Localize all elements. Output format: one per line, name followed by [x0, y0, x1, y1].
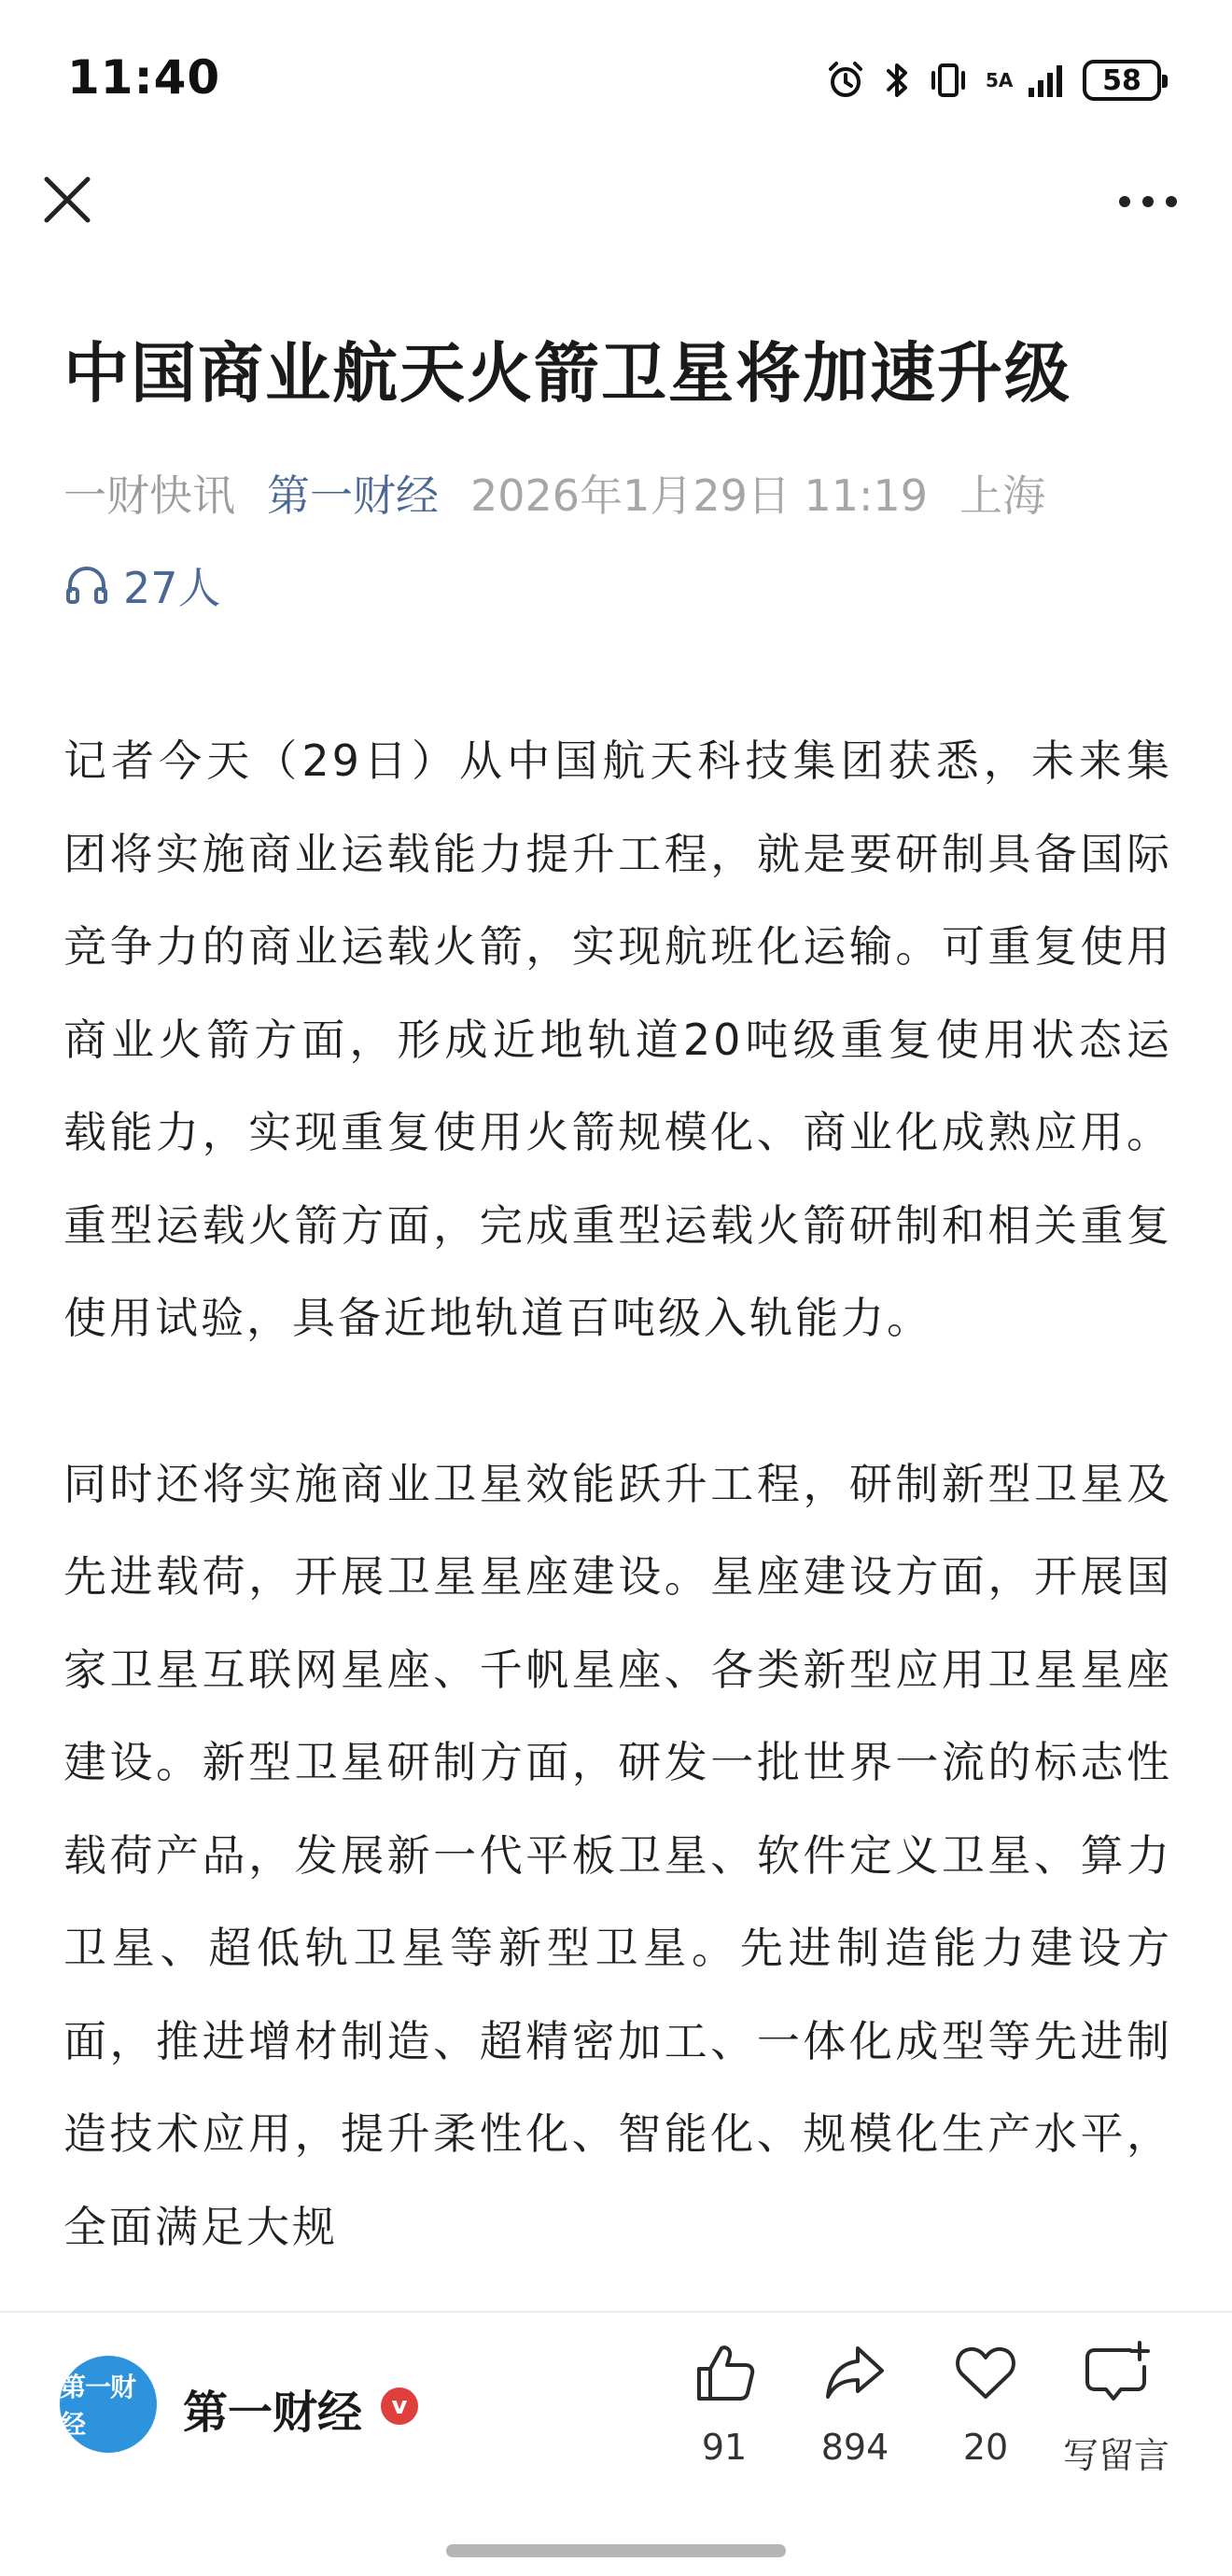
thumbs-up-icon [692, 2341, 757, 2406]
heart-icon [953, 2341, 1018, 2406]
author-name[interactable]: 第一财经 [183, 2387, 363, 2439]
article-date: 2026年1月29日 11:19 [470, 470, 929, 521]
bluetooth-icon [883, 60, 911, 101]
share-icon [822, 2341, 888, 2406]
like-button[interactable] [659, 2341, 790, 2468]
status-bar [0, 0, 1232, 159]
close-button[interactable] [37, 170, 97, 230]
verified-badge: v [381, 2387, 418, 2425]
author-avatar[interactable] [60, 2356, 157, 2453]
status-icons [825, 58, 1161, 103]
network-type: 5A [986, 69, 1014, 91]
article-source: 一财快讯 [63, 470, 235, 521]
more-icon [1118, 195, 1178, 208]
bottom-action-bar [0, 2311, 1232, 2576]
close-icon [43, 175, 91, 224]
listen-button[interactable] [65, 554, 221, 616]
article-channel-link[interactable]: 第一财经 [267, 470, 439, 521]
article-paragraph: 同时还将实施商业卫星效能跃升工程，研制新型卫星及先进载荷，开展卫星星座建设。星座建设方面，开展国家卫星互联网星座、千帆星座、各类新型应用卫星星座建设。新型卫星研制方面，研发一批世界一流的标志性载荷产品，发展新一代平板卫星、软件定义卫星、算力卫星、超低轨卫星等新型卫星。先进制造能力建设方面，推进增材制造、超精密加工、一体化成型等先进制造技术应用，提升柔性化、智能化、规模化生产水平，全面满足大规 [63, 1458, 1172, 2252]
author-avatar-text: 第一财经 [60, 2372, 136, 2440]
favorite-button[interactable] [920, 2341, 1051, 2468]
listener-count: 27人 [123, 563, 221, 613]
battery-indicator [1083, 60, 1161, 101]
comment-button[interactable] [1051, 2341, 1182, 2478]
home-indicator[interactable] [446, 2544, 786, 2557]
favorite-count: 20 [962, 2427, 1009, 2468]
comment-add-icon [1082, 2341, 1151, 2406]
share-button[interactable] [790, 2341, 920, 2468]
comment-label: 写留言 [1062, 2435, 1169, 2476]
like-count: 91 [701, 2427, 748, 2468]
battery-level: 58 [1102, 63, 1141, 97]
status-time: 11:40 [67, 50, 221, 105]
article-paragraph: 记者今天（29日）从中国航天科技集团获悉，未来集团将实施商业运载能力提升工程，就是要研制具备国际竞争力的商业运载火箭，实现航班化运输。可重复使用商业火箭方面，形成近地轨道20吨级重复使用状态运载能力，实现重复使用火箭规模化、商业化成熟应用。重型运载火箭方面，完成重型运载火箭研制和相关重复使用试验，具备近地轨道百吨级入轨能力。 [63, 735, 1172, 1343]
share-count: 894 [820, 2427, 889, 2468]
article-location: 上海 [959, 470, 1046, 521]
alarm-icon [825, 60, 866, 101]
article-title: 中国商业航天火箭卫星将加速升级 [63, 335, 1071, 412]
signal-icon [1027, 62, 1066, 99]
more-button[interactable] [1111, 175, 1185, 228]
article-meta [63, 465, 1183, 526]
article-body [63, 715, 1172, 2311]
vibrate-icon [928, 60, 969, 101]
headphones-icon [65, 565, 108, 606]
